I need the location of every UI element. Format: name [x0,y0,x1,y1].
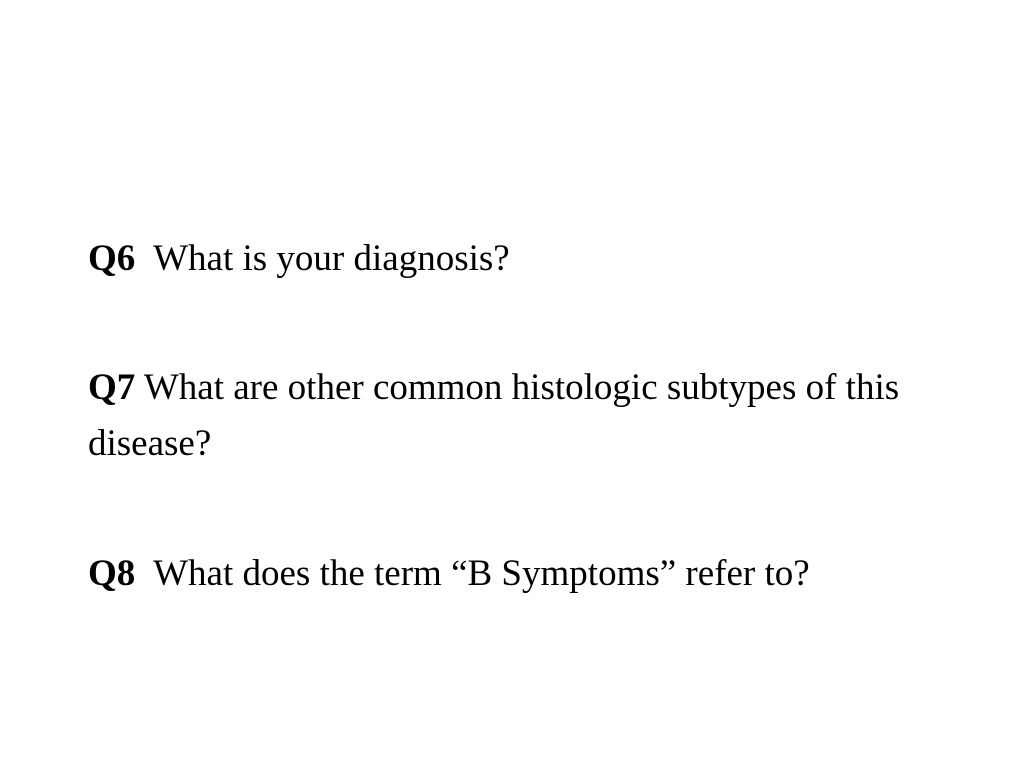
question-separator [135,367,144,408]
question-label: Q7 [88,367,136,408]
question-q7 [88,360,948,472]
question-q8 [88,546,948,602]
question-label: Q8 [88,553,136,594]
question-text: What does the term “B Symptoms” refer to? [153,553,810,594]
question-separator [135,238,153,279]
question-q6 [88,231,948,287]
question-separator [135,553,153,594]
question-text: What is your diagnosis? [153,238,510,279]
question-label: Q6 [88,238,136,279]
question-text: What are other common histologic subtypes of this disease? [88,367,900,464]
